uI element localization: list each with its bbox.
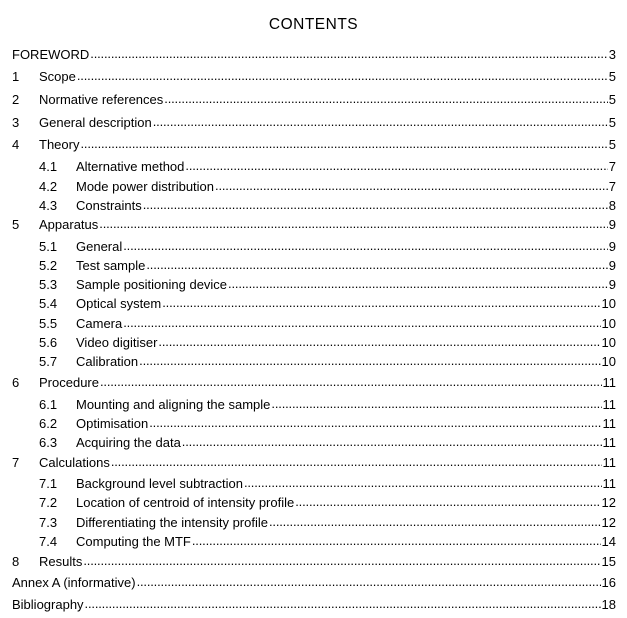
toc-entry-page: 15 (601, 553, 616, 569)
toc-entry-title: Optimisation (76, 415, 149, 431)
toc-entry[interactable] (12, 595, 616, 613)
toc-entry-page: 5 (608, 114, 616, 130)
toc-entry-page: 5 (608, 91, 616, 107)
toc-entry[interactable] (12, 67, 616, 85)
toc-entry-number: 4.2 (39, 178, 58, 194)
dot-leader (139, 354, 600, 368)
dot-leader (295, 495, 600, 509)
toc-entry-number: 6.1 (39, 396, 58, 412)
toc-entry-page: 5 (608, 68, 616, 84)
toc-entry-number: 2 (12, 91, 20, 107)
toc-entry-title: Results (39, 553, 83, 569)
dot-leader (100, 375, 602, 389)
toc-entry-title: Calculations (39, 454, 110, 470)
toc-entry-title: Background level subtraction (76, 475, 243, 491)
toc-entry[interactable] (39, 196, 616, 214)
toc-entry[interactable] (12, 215, 616, 233)
dot-leader (271, 397, 601, 411)
toc-entry-page: 7 (608, 158, 616, 174)
toc-entry[interactable] (39, 294, 616, 312)
toc-entry-number: 5.7 (39, 353, 58, 369)
toc-entry-page: 9 (608, 216, 616, 232)
toc-entry[interactable] (39, 395, 616, 413)
dot-leader (164, 92, 607, 106)
toc-entry-number: 6.2 (39, 415, 58, 431)
toc-entry-number: 7.3 (39, 514, 58, 530)
toc-entry[interactable] (39, 177, 616, 195)
toc-entry[interactable] (39, 333, 616, 351)
dot-leader (137, 575, 601, 589)
toc-entry-title: General (76, 238, 123, 254)
toc-entry-page: 10 (601, 353, 616, 369)
toc-entry[interactable] (39, 352, 616, 370)
toc-entry-number: 4.1 (39, 158, 58, 174)
toc-entry-page: 11 (602, 434, 616, 450)
toc-entry[interactable] (39, 493, 616, 511)
dot-leader (192, 534, 601, 548)
toc-entry-page: 10 (601, 334, 616, 350)
toc-entry-page: 12 (601, 494, 616, 510)
toc-entry[interactable] (12, 453, 616, 471)
dot-leader (123, 239, 608, 253)
toc-entry-page: 8 (608, 197, 616, 213)
toc-entry-number: 6.3 (39, 434, 58, 450)
toc-entry[interactable] (12, 373, 616, 391)
toc-entry-page: 11 (602, 374, 616, 390)
toc-entry-number: 7 (12, 454, 20, 470)
toc-entry-page: 18 (601, 596, 616, 612)
toc-entry-page: 10 (601, 295, 616, 311)
dot-leader (185, 159, 607, 173)
page-title: CONTENTS (268, 16, 359, 33)
toc-entry-title: Acquiring the data (76, 434, 181, 450)
toc-entry-title: Test sample (76, 257, 146, 273)
toc-entry-page: 11 (602, 475, 616, 491)
toc-entry[interactable] (39, 256, 616, 274)
toc-entry-number: 7.1 (39, 475, 58, 491)
toc-entry-page: 11 (602, 396, 616, 412)
toc-entry-number: 6 (12, 374, 20, 390)
toc-entry-number: 3 (12, 114, 20, 130)
toc-entry-title: Computing the MTF (76, 533, 191, 549)
toc-entry-number: 1 (12, 68, 20, 84)
toc-entry[interactable] (39, 414, 616, 432)
toc-entry[interactable] (12, 552, 616, 570)
toc-entry[interactable] (12, 90, 616, 108)
toc-entry-title: Differentiating the intensity profile (76, 514, 268, 530)
toc-entry-title: General description (39, 114, 152, 130)
toc-entry-page: 11 (602, 454, 616, 470)
toc-entry-page: 16 (601, 574, 616, 590)
dot-leader (158, 335, 600, 349)
toc-entry[interactable] (39, 532, 616, 550)
toc-entry-title: Optical system (76, 295, 162, 311)
dot-leader (228, 277, 608, 291)
dot-leader (244, 476, 602, 490)
toc-entry-page: 14 (601, 533, 616, 549)
toc-entry-number: 5.2 (39, 257, 58, 273)
toc-entry[interactable] (12, 135, 616, 153)
toc-entry-number: 7.4 (39, 533, 58, 549)
toc-entry-page: 5 (608, 136, 616, 152)
toc-entry-title: Apparatus (39, 216, 99, 232)
dot-leader (77, 69, 608, 83)
toc-entry-title: Video digitiser (76, 334, 158, 350)
toc-entry-page: 7 (608, 178, 616, 194)
dot-leader (99, 217, 608, 231)
toc-entry-page: 3 (608, 46, 616, 62)
toc-entry-number: 8 (12, 553, 20, 569)
dot-leader (85, 597, 601, 611)
toc-entry[interactable] (39, 433, 616, 451)
toc-entry[interactable] (39, 157, 616, 175)
toc-entry-number: 4.3 (39, 197, 58, 213)
dot-leader (269, 515, 601, 529)
toc-entry-title: Normative references (39, 91, 164, 107)
dot-leader (149, 416, 601, 430)
dot-leader (182, 435, 602, 449)
dot-leader (162, 296, 600, 310)
toc-entry-page: 11 (602, 415, 616, 431)
toc-entry[interactable] (39, 314, 616, 332)
toc-entry-number: 5.1 (39, 238, 58, 254)
toc-entry-number: 7.2 (39, 494, 58, 510)
dot-leader (143, 198, 608, 212)
toc-entry-number: 5.3 (39, 276, 58, 292)
toc-entry-title: Scope (39, 68, 76, 84)
toc-entry-number: 4 (12, 136, 20, 152)
toc-entry-title: Mode power distribution (76, 178, 215, 194)
toc-entry[interactable] (12, 113, 616, 131)
toc-entry-title: Camera (76, 315, 123, 331)
toc-entry-title: Procedure (39, 374, 99, 390)
toc-entry-title: Mounting and aligning the sample (76, 396, 271, 412)
toc-entry-title: FOREWORD (12, 46, 90, 62)
dot-leader (123, 316, 600, 330)
dot-leader (146, 258, 607, 272)
toc-entry-title: Alternative method (76, 158, 185, 174)
dot-leader (153, 115, 608, 129)
toc-entry-title: Location of centroid of intensity profile (76, 494, 295, 510)
dot-leader (90, 47, 607, 61)
toc-entry-title: Annex A (informative) (12, 574, 136, 590)
toc-entry[interactable] (12, 45, 616, 63)
toc-entry-title: Sample positioning device (76, 276, 228, 292)
dot-leader (80, 137, 607, 151)
toc-entry-title: Calibration (76, 353, 139, 369)
toc-entry-page: 9 (608, 238, 616, 254)
toc-entry[interactable] (39, 474, 616, 492)
dot-leader (83, 554, 600, 568)
toc-entry[interactable] (39, 237, 616, 255)
dot-leader (111, 455, 602, 469)
toc-entry-number: 5.4 (39, 295, 58, 311)
toc-entry[interactable] (12, 573, 616, 591)
toc-entry-page: 12 (601, 514, 616, 530)
toc-entry[interactable] (39, 513, 616, 531)
toc-entry[interactable] (39, 275, 616, 293)
toc-entry-number: 5.5 (39, 315, 58, 331)
toc-entry-title: Theory (39, 136, 80, 152)
toc-entry-number: 5.6 (39, 334, 58, 350)
toc-entry-page: 9 (608, 257, 616, 273)
toc-entry-title: Bibliography (12, 596, 84, 612)
dot-leader (215, 179, 608, 193)
toc-entry-title: Constraints (76, 197, 142, 213)
toc-entry-page: 10 (601, 315, 616, 331)
toc-entry-page: 9 (608, 276, 616, 292)
toc-entry-number: 5 (12, 216, 20, 232)
